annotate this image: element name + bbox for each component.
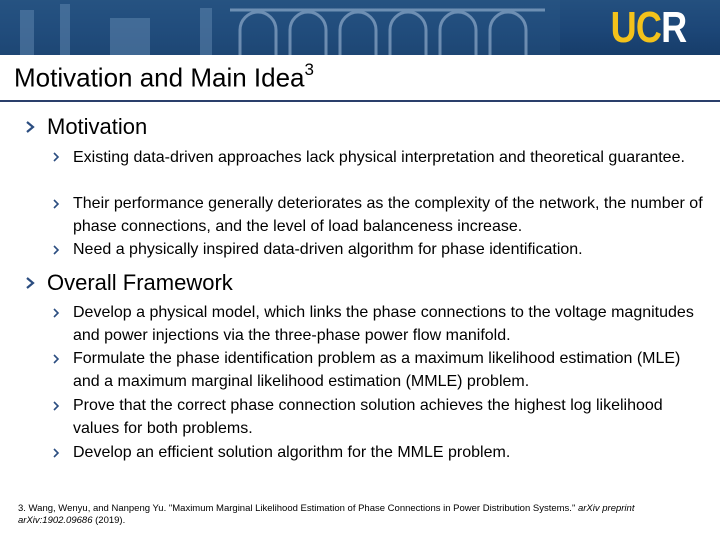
ucr-logo bbox=[610, 4, 686, 52]
list-item: Develop an efficient solution algorithm for the MMLE problem. bbox=[73, 444, 511, 461]
chevron-right-icon bbox=[50, 198, 62, 210]
list-item: Their performance generally deteriorates as the complexity of the network, the number of phase connections, and the level of load balanceness increase. bbox=[73, 195, 703, 235]
chevron-right-icon bbox=[50, 151, 62, 163]
footnote-reference bbox=[18, 503, 698, 527]
banner-photo bbox=[0, 0, 560, 55]
list-item: Need a physically inspired data-driven algorithm for phase identification. bbox=[73, 241, 583, 258]
chevron-right-icon bbox=[50, 353, 62, 365]
section-heading-motivation: Motivation bbox=[47, 114, 148, 139]
chevron-right-icon bbox=[50, 400, 62, 412]
list-item: Formulate the phase identification problem as a maximum likelihood estimation (MLE) and a maximum marginal likelihood estimation (MMLE) problem. bbox=[73, 350, 681, 390]
title-divider bbox=[0, 100, 720, 102]
chevron-right-icon bbox=[50, 307, 62, 319]
logo-text: UCR bbox=[610, 3, 686, 52]
slide-title bbox=[14, 62, 314, 94]
title-superscript: 3 bbox=[304, 60, 314, 79]
reference-text: 3. Wang, Wenyu, and Nanpeng Yu. "Maximum Marginal Likelihood Estimation of Phase Connections in Power Distribution Systems." bbox=[18, 503, 578, 514]
reference-year: (2019). bbox=[92, 515, 126, 526]
section-heading-overall-framework: Overall Framework bbox=[47, 270, 233, 295]
logo-letter: R bbox=[660, 3, 686, 52]
chevron-right-icon bbox=[23, 276, 37, 290]
chevron-right-icon bbox=[23, 120, 37, 134]
chevron-right-icon bbox=[50, 447, 62, 459]
list-item: Develop a physical model, which links the phase connections to the voltage magnitudes and power injections via the three-phase power flow manifold. bbox=[73, 304, 694, 344]
header-banner bbox=[0, 0, 720, 55]
reference-journal: arXiv preprint arXiv:1902.09686 bbox=[18, 503, 635, 526]
list-item: Prove that the correct phase connection solution achieves the highest log likelihood values for both problems. bbox=[73, 397, 663, 437]
chevron-right-icon bbox=[50, 244, 62, 256]
title-text: Motivation and Main Idea bbox=[14, 62, 305, 93]
list-item: Existing data-driven approaches lack physical interpretation and theoretical guarantee. bbox=[73, 149, 685, 166]
